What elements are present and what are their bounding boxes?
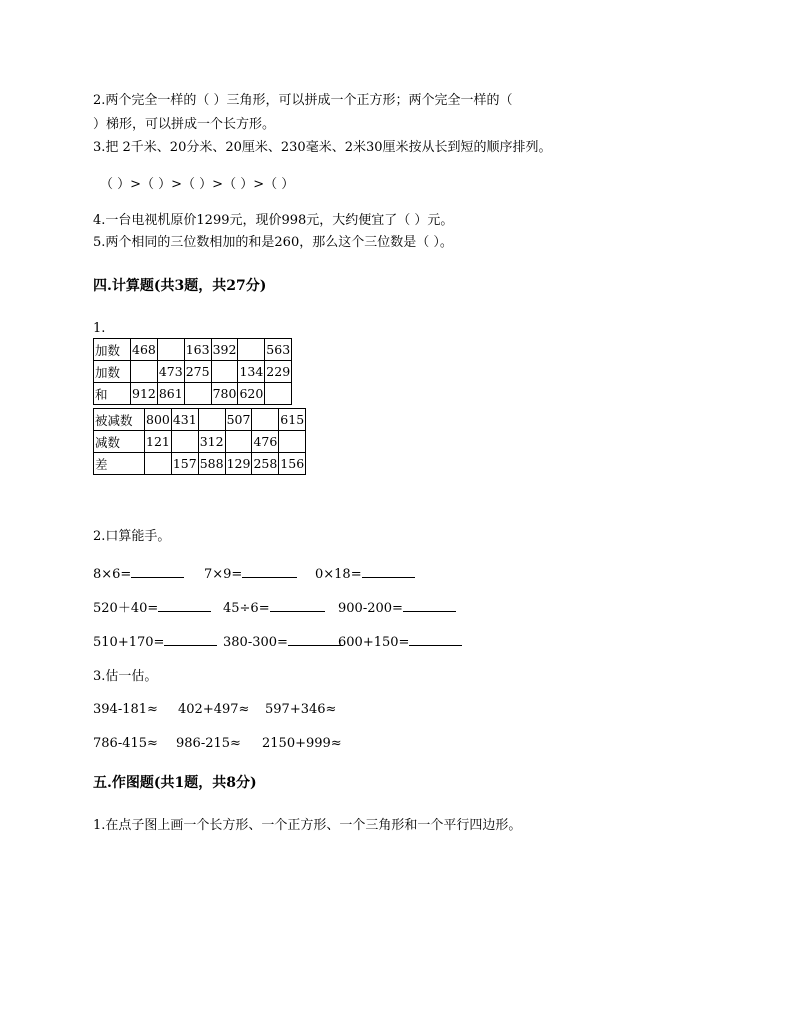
calc-q1-label: 1. [93, 321, 106, 336]
table-cell: 588 [198, 453, 225, 475]
table-cell [145, 453, 172, 475]
table-cell [211, 361, 238, 383]
table-row [94, 453, 306, 475]
estimate-item: 786-415≈ [93, 736, 158, 751]
row-header-cell: 加数 [94, 361, 131, 383]
table-row [94, 431, 306, 453]
table-cell [157, 339, 184, 361]
table-cell [252, 409, 279, 431]
calc-q2-label: 2.口算能手。 [93, 529, 171, 544]
q5-text: 5.两个相同的三位数相加的和是260，那么这个三位数是（ ）。 [93, 235, 453, 250]
table-cell: 258 [252, 453, 279, 475]
calc-q3-label: 3.估一估。 [93, 669, 158, 684]
q3-text: 3.把 2千米、20分米、20厘米、230毫米、2米30厘米按从长到短的顺序排列。 [93, 140, 552, 155]
expression: 8×6= [93, 567, 132, 582]
table-row [94, 409, 306, 431]
section-4-heading: 四.计算题(共3题，共27分) [93, 278, 267, 294]
table-cell: 507 [225, 409, 252, 431]
table-row [94, 339, 292, 361]
table-cell [198, 409, 225, 431]
table-cell: 861 [157, 383, 184, 405]
table-cell: 156 [279, 453, 306, 475]
mental-math-item [338, 631, 462, 652]
table-row [94, 361, 292, 383]
mental-math-item [338, 597, 456, 618]
table-cell [184, 383, 211, 405]
mental-math-item [315, 563, 415, 584]
table-cell: 476 [252, 431, 279, 453]
answer-blank[interactable] [270, 597, 325, 612]
table-cell [265, 383, 292, 405]
addition-table-body [94, 339, 292, 405]
estimate-item: 394-181≈ [93, 702, 158, 717]
expression: 600+150= [338, 635, 410, 650]
table-cell: 620 [238, 383, 265, 405]
table-cell: 468 [131, 339, 158, 361]
table-cell: 615 [279, 409, 306, 431]
answer-blank[interactable] [403, 597, 456, 612]
q2-line-2: ）梯形，可以拼成一个长方形。 [93, 117, 276, 132]
mental-math-item [93, 597, 211, 618]
row-header-cell: 和 [94, 383, 131, 405]
expression: 520＋40= [93, 601, 159, 616]
expression: 900-200= [338, 601, 403, 616]
expression: 0×18= [315, 567, 362, 582]
row-header-cell: 加数 [94, 339, 131, 361]
expression: 45÷6= [223, 601, 270, 616]
table-cell: 312 [198, 431, 225, 453]
estimate-item: 2150+999≈ [262, 736, 342, 751]
section-5-heading: 五.作图题(共1题，共8分) [93, 775, 257, 791]
table-cell: 392 [211, 339, 238, 361]
q2-line-1: 2.两个完全一样的（ ）三角形，可以拼成一个正方形；两个完全一样的（ [93, 93, 513, 108]
estimate-item: 402+497≈ [178, 702, 250, 717]
table-cell: 473 [157, 361, 184, 383]
estimate-item: 986-215≈ [176, 736, 241, 751]
q4-text: 4.一台电视机原价1299元，现价998元，大约便宜了（ ）元。 [93, 213, 454, 228]
mental-math-item [93, 563, 184, 584]
row-header-cell: 差 [94, 453, 145, 475]
table-cell [171, 431, 198, 453]
expression: 380-300= [223, 635, 288, 650]
table-cell: 431 [171, 409, 198, 431]
mental-math-item [223, 631, 343, 652]
table-cell: 912 [131, 383, 158, 405]
table-cell: 163 [184, 339, 211, 361]
expression: 510+170= [93, 635, 165, 650]
answer-blank[interactable] [242, 563, 297, 578]
table-cell [238, 339, 265, 361]
drawing-q1: 1.在点子图上画一个长方形、一个正方形、一个三角形和一个平行四边形。 [93, 818, 522, 833]
table-cell: 780 [211, 383, 238, 405]
answer-blank[interactable] [362, 563, 415, 578]
table-row [94, 383, 292, 405]
row-header-cell: 减数 [94, 431, 145, 453]
table-cell: 800 [145, 409, 172, 431]
table-cell: 129 [225, 453, 252, 475]
row-header-cell: 被减数 [94, 409, 145, 431]
answer-blank[interactable] [158, 597, 211, 612]
mental-math-item [223, 597, 325, 618]
answer-blank[interactable] [131, 563, 184, 578]
table-cell: 275 [184, 361, 211, 383]
subtraction-table [93, 408, 306, 475]
mental-math-item [204, 563, 297, 584]
answer-blank[interactable] [164, 631, 217, 646]
subtraction-table-body [94, 409, 306, 475]
q3-answer-row: （ ）>（ ）>（ ）>（ ）>（ ） [100, 177, 295, 192]
answer-blank[interactable] [409, 631, 462, 646]
table-cell: 229 [265, 361, 292, 383]
answer-blank[interactable] [288, 631, 343, 646]
table-cell: 563 [265, 339, 292, 361]
mental-math-item [93, 631, 217, 652]
table-cell [279, 431, 306, 453]
expression: 7×9= [204, 567, 243, 582]
table-cell: 157 [171, 453, 198, 475]
table-cell: 134 [238, 361, 265, 383]
table-cell: 121 [145, 431, 172, 453]
table-cell [225, 431, 252, 453]
estimate-item: 597+346≈ [265, 702, 337, 717]
addition-table [93, 338, 292, 405]
table-cell [131, 361, 158, 383]
